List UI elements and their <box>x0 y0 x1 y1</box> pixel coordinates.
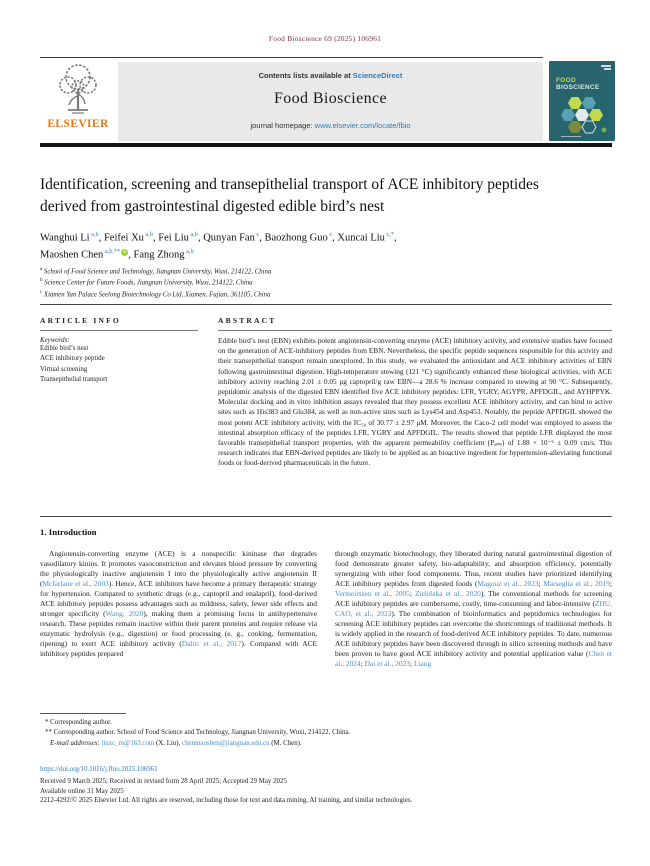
text-run: ), making them a promising focus in antihypertensive research. These peptides remain inactive within their parent proteins and require release via enzymatic hydrolysis (e.g., digestion) or food processing (e. g., cooking, fermentation, ripening) to exert ACE inhibitory activity ( <box>40 609 317 648</box>
author-name: Maoshen Chen <box>40 249 104 261</box>
running-head-citation: Food Bioscience 69 (2025) 106961 <box>268 34 382 43</box>
author-affiliation-sup: c <box>254 231 260 238</box>
author-name: Fei Liu <box>158 232 189 244</box>
intro-column-right <box>335 549 612 669</box>
text-run: Angiotensin-converting enzyme (ACE) is a nonspecific kininase that degrades vasodilatory kinins. It promotes vasoconstriction and elevates blood pressure by converting the physiologically inactive angiotensin I into the physiologically active angiotensin II ( <box>40 549 317 588</box>
author-affiliation-sup: a,b <box>184 247 194 255</box>
affiliation-list <box>40 266 600 300</box>
journal-header-band <box>118 62 543 141</box>
citation-link[interactable]: Daliri et al., 2017 <box>181 639 242 648</box>
cover-volume-text <box>601 65 611 67</box>
citation-link[interactable]: Zielińska et al., 2020 <box>415 589 481 598</box>
cover-title: FOOD BIOSCIENCE <box>556 77 600 92</box>
text-run: ). The conventional methods for screening ACE inhibitory peptides are cumbersome, costly, time-consuming and labor-intensive ( <box>335 589 612 608</box>
abstract-text: Edible bird’s nest (EBN) exhibits potent angiotensin-converting enzyme (ACE) inhibitory activity, and extensive studies have focused on the generation of ACE-inhibitory peptides from EBN. Nevertheless, the specific peptide sequences responsible for this activity and their transepithelial transport remain unexplored. In this study, we evaluated the antioxidant and ACE inhibitory activities of EBN following gastrointestinal digestion. High-temperature stewing (121 °C) significantly enhanced these biological activities, with ACE inhibitory activity reaching 2.01 ± 0.05 μg captopril/g raw EBN—a 28.6 % increase compared to stewing at 90 °C. Subsequently, peptidomic analysis of the digested EBN identified five ACE inhibitory peptides: LFR, YGRY, AGYPR, APFDGIL, and AYHPPYK. Molecular docking and in vitro inhibition assays revealed that they possess excellent ACE inhibitory activity, and can bind to active sites such as His383 and Glu384, as well as non-active sites such as Lys454 and Asp453. Notably, the peptide APFDGIL showed the most potent ACE inhibitory activity, with the IC₅₀ of 30.77 ± 2.97 μM. Moreover, the Caco-2 cell model was employed to assess the intestinal absorption efficacy of the peptides LFR, YGRY and APFDGIL. The results showed that peptide LFR displayed the most favorable transepithelial transport properties, with the apparent permeability coefficient (Pₐₚₚ) of 1.88 × 10⁻⁶ ± 0.09 cm/s. This research indicates that EBN-derived peptides are likely to be applied as an bioactive ingredient for hypertension-alleviating functional foods or food-derived pharmaceuticals in the future. <box>218 336 612 468</box>
affiliation-sup: a <box>40 267 43 272</box>
article-info-column <box>40 305 198 385</box>
affiliation-text: Xiamen Yan Palace Seelong Biotechnology Co Ltd, Xiamen, Fujian, 361105, China <box>42 291 271 299</box>
author-affiliation-sup: a,b <box>89 231 99 238</box>
affiliation-sup: c <box>40 289 43 295</box>
journal-cover-thumbnail <box>549 61 615 141</box>
author-affiliation-sup: c <box>327 231 333 238</box>
orcid-icon[interactable]: iD <box>123 249 127 254</box>
author-affiliation-sup: a,b <box>143 231 153 238</box>
email-link-chen[interactable]: chenmaoshen@jiangnan.edu.cn <box>182 739 270 747</box>
citation-link[interactable]: Dai et al., 2023 <box>364 659 410 668</box>
citation-link[interactable]: Mcfarlane et al., 2003 <box>42 579 109 588</box>
cover-footer-text <box>561 136 581 138</box>
keyword: Transepithelial transport <box>40 376 108 384</box>
author-name: Feifei Xu <box>103 232 144 244</box>
affiliation-text: School of Food Science and Technology, Jiangnan University, Wuxi, 214122, China <box>42 268 272 276</box>
text-run: ). Compared with ACE inhibitory peptides prepared <box>40 639 317 658</box>
citation-link[interactable]: Liang <box>413 659 432 668</box>
keywords-label: Keywords: <box>40 337 70 344</box>
citation-link[interactable]: Vermeirssen et al., 2005 <box>335 589 410 598</box>
section-heading-introduction: 1. Introduction <box>40 527 97 537</box>
keyword: Virtual screening <box>40 365 88 373</box>
contents-prefix: Contents lists available at <box>258 71 353 80</box>
text-run: (M. Chen). <box>269 739 302 747</box>
contents-line <box>118 71 543 80</box>
author-name: Wanghui Li <box>40 232 90 244</box>
intro-paragraph-right <box>335 549 612 669</box>
citation-link[interactable]: Chen et al., 2024 <box>335 649 612 668</box>
footnote-rule <box>40 713 126 714</box>
citation-link[interactable]: Wang, 2020 <box>105 609 144 618</box>
email-addresses-line <box>40 739 612 749</box>
author-name: Qunyan Fan <box>203 232 255 244</box>
intro-paragraph-left <box>40 549 317 659</box>
affiliation-sup: b <box>40 278 43 284</box>
intro-column-left <box>40 549 317 659</box>
header-top-rule <box>40 57 543 58</box>
sciencedirect-link[interactable]: ScienceDirect <box>352 71 403 80</box>
info-abstract-block <box>40 304 612 517</box>
affiliation-text: Science Center for Future Foods, Jiangnan University, Wuxi, 214122, China <box>42 279 253 287</box>
corresponding-author-note-1: * Corresponding author. <box>45 719 112 726</box>
citation-link[interactable]: ZHU, CAO, et al., 2023 <box>335 599 612 618</box>
text-run: ; <box>409 659 414 668</box>
article-title: Identification, screening and transepithelial transport of ACE inhibitory peptides derived from gastrointestinal digested edible bird’s nest <box>40 176 539 215</box>
text-run: (X. Liu), <box>154 739 183 747</box>
affiliation <box>40 289 600 300</box>
received-dates: Received 9 March 2025; Received in revised form 28 April 2025; Accepted 29 May 2025 <box>40 777 287 785</box>
text-run: ; <box>538 579 544 588</box>
corresponding-author-note-2: ** Corresponding author. School of Food Science and Technology, Jiangnan University, Wuxi, 214122, China. <box>45 729 351 737</box>
author-name: Baozhong Guo <box>264 232 328 244</box>
article-info-heading: ARTICLE INFO <box>40 305 198 331</box>
journal-name: Food Bioscience <box>273 90 388 107</box>
affiliation <box>40 277 600 288</box>
elsevier-logo <box>40 62 116 142</box>
homepage-link[interactable]: www.elsevier.com/locate/fbio <box>314 121 411 130</box>
cover-volume-text2 <box>604 68 611 70</box>
keyword: Edible bird’s nest <box>40 345 89 352</box>
header-divider-bar <box>40 143 612 147</box>
citation-link[interactable]: Marseglia et al., 2019 <box>543 579 610 588</box>
keyword: ACE inhibitory peptide <box>40 355 105 363</box>
available-online: Available online 31 May 2025 <box>40 787 124 795</box>
citation-link[interactable]: Magouz et al., 2023 <box>477 579 539 588</box>
author-affiliation-sup: a,b,** <box>103 247 121 255</box>
text-run: ). The combination of bioinformatics and peptidomics technologies for screening ACE inhibitory peptides can overcome the shortcomings of traditional methods. It is widely applied in the research of food-derived ACE inhibitory peptides. To date, numerous ACE inhibitory peptides have been discovered through in silico screening methods and have been proven to have good ACE inhibitory activity and potential application value ( <box>335 609 613 658</box>
abstract-column <box>218 305 612 469</box>
author-affiliation-sup: a,b <box>188 231 198 238</box>
issn-copyright-line: 2212-4292/© 2025 Elsevier Ltd. All rights are reserved, including those for text and data mining, AI training, and similar technologies. <box>40 797 413 805</box>
footnotes <box>40 718 612 749</box>
text-run: ; <box>409 589 415 598</box>
text-run: E-mail addresses: <box>50 739 102 747</box>
affiliation <box>40 266 600 277</box>
elsevier-tree-icon <box>40 62 116 118</box>
author-list: Wanghui Li $^{a,b}$, Feifei Xu $^{a,b}$, Fei Liu $^{a,b}$, Qunyan Fan $^c$, Baozhong Guo $^c$, Xuncai Liu $^{c,*}$, Maoshen Chen $^{a,b,**}$ iD , Fang Zhong $^{a,b}$ <box>40 231 397 261</box>
author-name: Xuncai Liu <box>337 232 385 244</box>
text-run: ; <box>360 659 365 668</box>
text-run: through enzymatic biotechnology, they liberated during natural gastrointestinal digestion of food demonstrate greater safety, bio-adaptability, and absorption efficiency, potentially synergizing with other food components. Thus, recent studies have prioritized identifying ACE inhibitory peptides from digested foods ( <box>335 549 612 588</box>
doi-link[interactable]: https://doi.org/10.1016/j.fbio.2025.106961 <box>40 766 158 773</box>
abstract-heading: ABSTRACT <box>218 305 612 331</box>
author-affiliation-sup: c,* <box>384 231 395 238</box>
text-run: ; <box>609 579 613 588</box>
email-link-liu[interactable]: liuxc_m@163.com <box>101 739 155 747</box>
keywords-list <box>40 344 198 385</box>
article-footer <box>40 765 612 806</box>
homepage-prefix: journal homepage: <box>250 121 315 130</box>
elsevier-wordmark: ELSEVIER <box>47 118 109 130</box>
author-name: Fang Zhong <box>133 249 185 261</box>
text-run: ). Hence, ACE inhibitors have become a primary therapeutic strategy for hypertension. Compared to synthetic drugs (e.g., captopril and enalapril), food-derived ACE inhibitory peptides possess advantages such as mildness, safety, fewer side effects and stronger specificity ( <box>40 579 317 618</box>
homepage-line <box>118 121 543 130</box>
